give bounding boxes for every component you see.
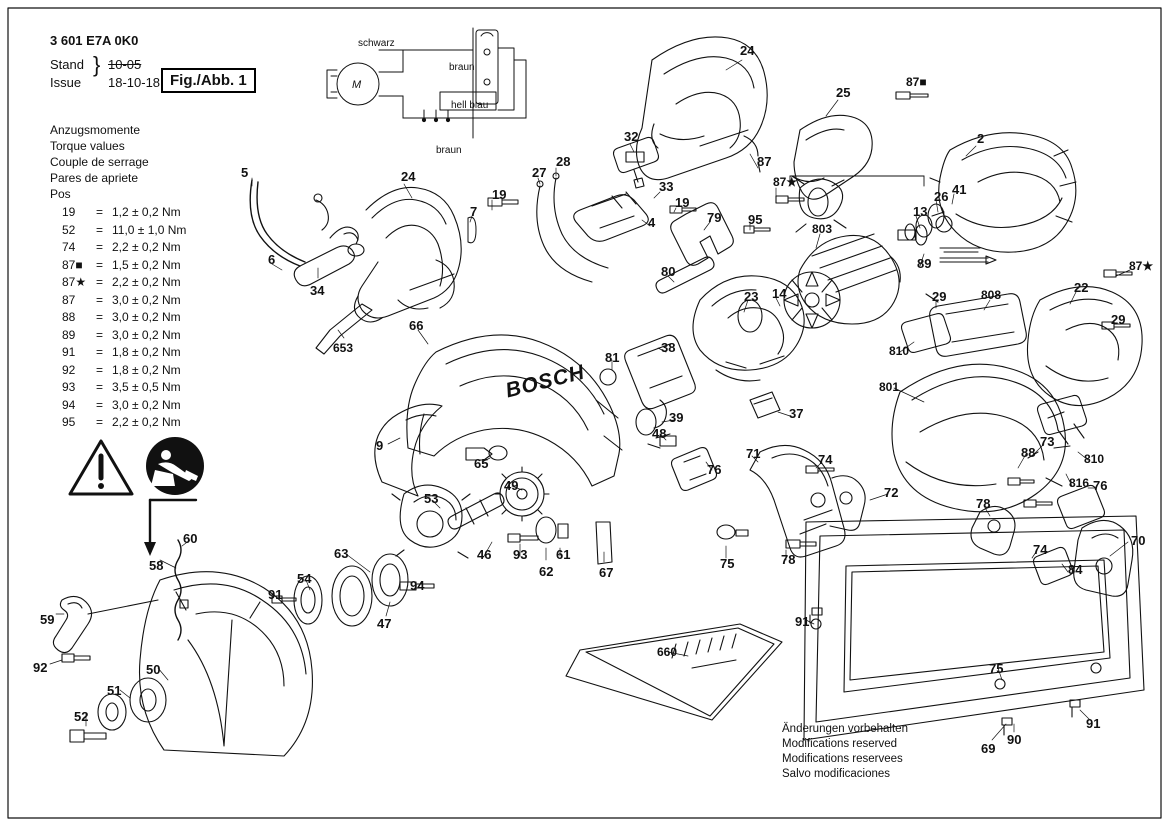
callout-47-71: 47 — [377, 616, 392, 631]
callout-75-66: 75 — [720, 556, 735, 571]
wire-label-braun-top: braun — [449, 62, 475, 73]
callout-46-58: 46 — [477, 547, 492, 562]
callout-19-12: 19 — [675, 195, 690, 210]
part-number: 3 601 E7A 0K0 — [50, 33, 139, 48]
callout-78-54: 78 — [976, 496, 991, 511]
callout-91-74: 91 — [795, 614, 810, 629]
callout-26-14: 26 — [934, 189, 949, 204]
callout-88-49: 88 — [1021, 445, 1036, 460]
torque-value-3: 1,5 ± 0,2 Nm — [112, 257, 181, 272]
torque-title-1: Torque values — [50, 139, 125, 153]
callout-80-25: 80 — [661, 264, 676, 279]
callout-61-60: 61 — [556, 547, 571, 562]
callout-67-61: 67 — [599, 565, 614, 580]
torque-value-6: 3,0 ± 0,2 Nm — [112, 310, 181, 324]
torque-value-4: 2,2 ± 0,2 Nm — [112, 275, 181, 289]
torque-value-7: 3,0 ± 0,2 Nm — [112, 327, 181, 342]
torque-eq-3: = — [96, 257, 104, 272]
callout-14-28: 14 — [772, 286, 787, 301]
callout-94-72: 94 — [410, 578, 425, 593]
torque-eq-9: = — [96, 362, 104, 377]
callout-22-31: 22 — [1074, 280, 1089, 295]
torque-eq-8: = — [96, 345, 104, 359]
callout-52-80: 52 — [74, 709, 89, 724]
torque-eq-6: = — [96, 310, 104, 324]
callout-27-8: 27 — [532, 165, 547, 180]
callout-62-59: 62 — [539, 564, 554, 579]
callout-32-4: 32 — [624, 129, 639, 144]
callout-5-6: 5 — [241, 165, 249, 180]
callout-58-64: 58 — [149, 558, 164, 573]
callout-76-47: 76 — [707, 462, 722, 477]
torque-pos-6: 88 — [62, 310, 76, 324]
callout-69-81: 69 — [981, 741, 996, 756]
callout-660-75: 660 — [657, 645, 678, 659]
stand-label: Stand — [50, 57, 84, 72]
callout-33-10: 33 — [659, 179, 674, 194]
stand-value: 10-05 — [108, 57, 142, 72]
callout-91-69: 91 — [268, 587, 283, 602]
callout-41-15: 41 — [952, 182, 967, 197]
callout-70-56: 70 — [1131, 533, 1146, 548]
callout-66-33: 66 — [409, 318, 424, 333]
callout-53-53: 53 — [424, 491, 439, 506]
torque-pos-0: 19 — [62, 205, 76, 219]
callout-74-44: 74 — [818, 452, 833, 467]
callout-93-65: 93 — [513, 547, 528, 562]
torque-value-11: 3,0 ± 0,2 Nm — [112, 397, 181, 412]
callout-89-23: 89 — [917, 256, 932, 271]
issue-value: 18-10-18 — [108, 75, 161, 90]
torque-pos-9: 92 — [62, 362, 76, 377]
callout-87-24: 87★ — [1129, 259, 1154, 273]
callout-653-32: 653 — [333, 341, 354, 355]
callout-23-27: 23 — [744, 289, 759, 304]
torque-pos-3: 87■ — [62, 257, 83, 272]
callout-39-40: 39 — [669, 410, 684, 425]
bosch-logo: BOSCH — [503, 360, 588, 403]
torque-pos-1: 52 — [62, 222, 76, 237]
wire-label-schwarz: schwarz — [358, 38, 395, 49]
torque-pos-10: 93 — [62, 380, 76, 394]
callout-810-36: 810 — [889, 344, 910, 358]
torque-pos-2: 74 — [62, 240, 76, 254]
callout-90-82: 90 — [1007, 732, 1022, 747]
callout-6-22: 6 — [268, 252, 276, 267]
torque-value-2: 2,2 ± 0,2 Nm — [112, 240, 181, 254]
callout-81-34: 81 — [605, 350, 620, 365]
callout-79-19: 79 — [707, 210, 722, 225]
motor-symbol-label: M — [352, 79, 362, 91]
torque-eq-11: = — [96, 397, 104, 412]
callout-49-51: 49 — [504, 478, 519, 493]
torque-pos-12: 95 — [62, 415, 76, 429]
torque-pos-5: 87 — [62, 292, 76, 307]
callout-4-18: 4 — [648, 215, 656, 230]
torque-eq-0: = — [96, 205, 104, 219]
torque-eq-4: = — [96, 275, 104, 289]
callout-72-52: 72 — [884, 485, 899, 500]
callout-24-0: 24 — [740, 43, 755, 58]
callout-84-68: 84 — [1068, 562, 1083, 577]
callout-810-45: 810 — [1084, 452, 1105, 466]
callout-25-1: 25 — [836, 85, 851, 100]
callout-9-41: 9 — [376, 438, 384, 453]
callout-75-78: 75 — [989, 661, 1004, 676]
header-brace: } — [93, 52, 101, 77]
callout-95-20: 95 — [748, 212, 763, 227]
torque-value-0: 1,2 ± 0,2 Nm — [112, 205, 181, 219]
callout-38-35: 38 — [661, 340, 676, 355]
callout-50-77: 50 — [146, 662, 161, 677]
callout-71-43: 71 — [746, 446, 761, 461]
callout-13-16: 13 — [913, 204, 928, 219]
torque-pos-7: 89 — [62, 327, 76, 342]
callout-60-63: 60 — [183, 531, 198, 546]
torque-eq-7: = — [96, 327, 104, 342]
callout-63-62: 63 — [334, 546, 349, 561]
footer-note-0: Änderungen vorbehalten — [782, 723, 908, 735]
footer-note-1: Modifications reserved — [782, 738, 898, 750]
callout-51-79: 51 — [107, 683, 122, 698]
callout-28-9: 28 — [556, 154, 571, 169]
torque-pos-11: 94 — [62, 397, 76, 412]
callout-34-26: 34 — [310, 283, 325, 298]
callout-74-57: 74 — [1033, 542, 1048, 557]
torque-title-3: Pares de apriete — [50, 171, 139, 185]
torque-title-0: Anzugsmomente — [50, 123, 141, 137]
callout-816-50: 816 — [1069, 476, 1090, 490]
callout-19-11: 19 — [492, 187, 507, 202]
callout-59-73: 59 — [40, 612, 55, 627]
wire-label-hell-blau: hell blau — [451, 100, 489, 111]
callout-48-42: 48 — [652, 426, 667, 441]
footer-note-3: Salvo modificaciones — [782, 768, 891, 780]
callout-29-37: 29 — [1111, 312, 1126, 327]
torque-title-2: Couple de serrage — [50, 155, 149, 169]
callout-92-76: 92 — [33, 660, 48, 675]
callout-29-29: 29 — [932, 289, 947, 304]
torque-pos-4: 87★ — [62, 275, 87, 289]
callout-87-13: 87★ — [773, 175, 798, 189]
torque-value-1: 11,0 ± 1,0 Nm — [112, 222, 187, 237]
issue-label: Issue — [50, 75, 82, 90]
callout-2-3: 2 — [977, 131, 985, 146]
wire-label-braun-bottom: braun — [436, 145, 462, 156]
figure-label: Fig./Abb. 1 — [161, 68, 256, 93]
torque-eq-1: = — [96, 222, 104, 237]
torque-eq-5: = — [96, 292, 104, 307]
torque-title-4: Pos — [50, 187, 71, 201]
callout-54-70: 54 — [297, 571, 312, 586]
callout-801-38: 801 — [879, 380, 900, 394]
callout-91-83: 91 — [1086, 716, 1101, 731]
torque-value-12: 2,2 ± 0,2 Nm — [112, 415, 181, 429]
callout-803-21: 803 — [812, 222, 833, 236]
callout-808-30: 808 — [981, 288, 1002, 302]
callout-87-5: 87 — [757, 154, 772, 169]
callout-76-55: 76 — [1093, 478, 1108, 493]
torque-eq-10: = — [96, 380, 104, 394]
callout-78-67: 78 — [781, 552, 796, 567]
callout-24-7: 24 — [401, 169, 416, 184]
callout-65-46: 65 — [474, 456, 489, 471]
torque-value-9: 1,8 ± 0,2 Nm — [112, 362, 181, 377]
torque-eq-12: = — [96, 415, 104, 429]
torque-value-8: 1,8 ± 0,2 Nm — [112, 345, 181, 359]
torque-eq-2: = — [96, 240, 104, 254]
callout-37-39: 37 — [789, 406, 804, 421]
footer-note-2: Modifications reservees — [782, 753, 903, 765]
callout-73-48: 73 — [1040, 434, 1055, 449]
torque-value-10: 3,5 ± 0,5 Nm — [112, 380, 181, 394]
torque-value-5: 3,0 ± 0,2 Nm — [112, 292, 181, 307]
callout-87-2: 87■ — [906, 75, 927, 89]
callout-7-17: 7 — [470, 204, 478, 219]
torque-pos-8: 91 — [62, 345, 76, 359]
